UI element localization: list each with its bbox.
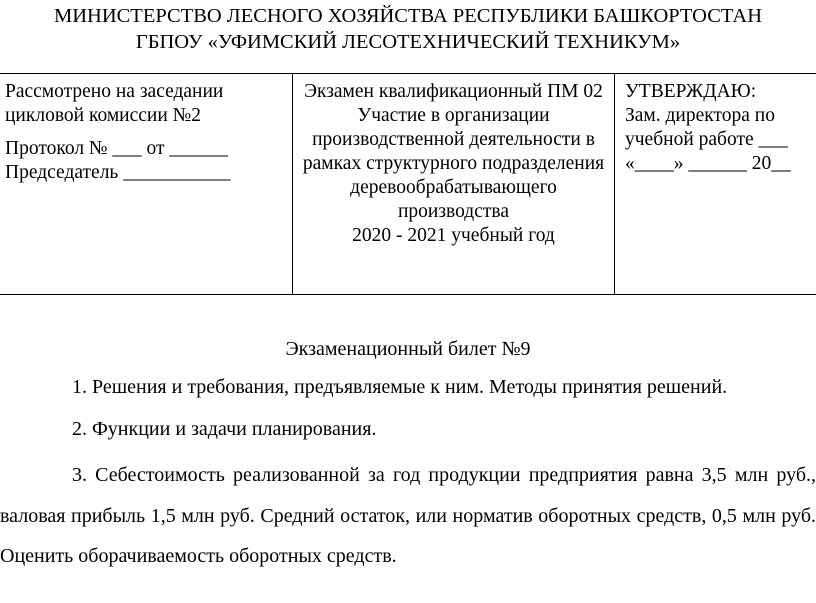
spacer bbox=[5, 128, 292, 137]
protocol-line: Протокол № ___ от ______ bbox=[5, 138, 228, 159]
review-line-2: цикловой комиссии №2 bbox=[5, 105, 202, 126]
ticket-title: Экзаменационный билет №9 bbox=[285, 338, 531, 360]
approve-heading: УТВЕРЖДАЮ: bbox=[625, 81, 757, 102]
approver-title: Зам. директора по bbox=[625, 105, 775, 126]
question-2: 2. Функции и задачи планирования. bbox=[72, 418, 377, 440]
review-line-1: Рассмотрено на заседании bbox=[5, 81, 224, 102]
chairman-line: Председатель ___________ bbox=[5, 162, 231, 183]
academic-year: 2020 - 2021 учебный год bbox=[352, 225, 555, 246]
approval-cell bbox=[615, 74, 816, 294]
approver-role: учебной работе ___ bbox=[625, 129, 788, 150]
question-1: 1. Решения и требования, предъявляемые к ним. Методы принятия решений. bbox=[72, 376, 728, 398]
institution-name: ГБПОУ «УФИМСКИЙ ЛЕСОТЕХНИЧЕСКИЙ ТЕХНИКУМ» bbox=[135, 31, 681, 53]
approval-table bbox=[0, 73, 816, 295]
committee-review-cell bbox=[0, 74, 293, 294]
exam-description: Экзамен квалификационный ПМ 02 Участие в организации производственной деятельности в рамках структурного подразделения деревообрабатывающего производства bbox=[302, 81, 605, 222]
exam-description-cell bbox=[293, 74, 615, 294]
ministry-name: МИНИСТЕРСТВО ЛЕСНОГО ХОЗЯЙСТВА РЕСПУБЛИКИ БАШКОРТОСТАН bbox=[53, 5, 762, 27]
approval-date: «____» ______ 20__ bbox=[625, 153, 791, 174]
question-3: 3. Себестоимость реализованной за год продукции предприятия равна 3,5 млн руб., валовая прибыль 1,5 млн руб. Средний остаток, или норматив оборотных средств, 0,5 млн руб. Оценить оборачиваемость оборотных средств. bbox=[0, 464, 816, 567]
